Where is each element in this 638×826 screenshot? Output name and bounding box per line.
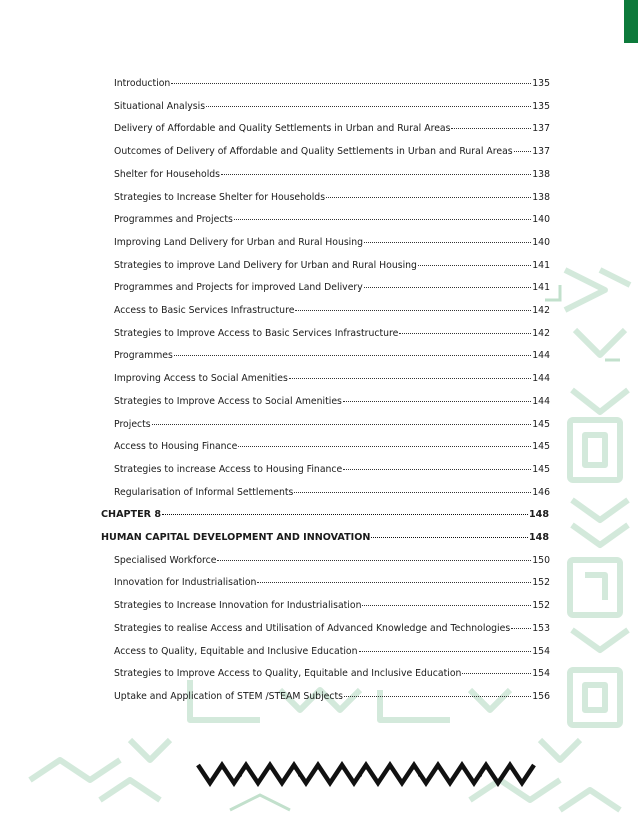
toc-entry-title: Strategies to improve Land Delivery for Urban and Rural Housing (114, 259, 417, 271)
toc-entry[interactable] (114, 123, 550, 135)
toc-chapter-entry[interactable] (101, 509, 549, 521)
toc-entry-title: Strategies to Increase Innovation for Industrialisation (114, 600, 362, 612)
toc-entry[interactable] (114, 419, 550, 431)
toc-entry[interactable] (114, 101, 550, 113)
toc-entry-page-number: 152 (532, 577, 550, 589)
toc-entry-title: Access to Housing Finance (114, 441, 238, 453)
toc-dot-leader (399, 333, 531, 334)
toc-entry[interactable] (114, 350, 550, 362)
toc-dot-leader (514, 151, 532, 152)
toc-entry[interactable] (114, 691, 550, 703)
toc-entry[interactable] (114, 214, 550, 226)
toc-dot-leader (206, 106, 531, 107)
toc-entry-page-number: 142 (532, 327, 550, 339)
toc-entry-title: Outcomes of Delivery of Affordable and Quality Settlements in Urban and Rural Areas (114, 146, 513, 158)
toc-dot-leader (217, 560, 531, 561)
toc-entry-title: Strategies to Increase Shelter for Households (114, 191, 326, 203)
toc-dot-leader (326, 197, 531, 198)
toc-entry-title: HUMAN CAPITAL DEVELOPMENT AND INNOVATION (101, 532, 371, 543)
toc-entry-page-number: 148 (528, 532, 549, 543)
toc-entry-page-number: 135 (532, 78, 550, 89)
toc-dot-leader (234, 219, 531, 220)
toc-entry-title: Strategies to increase Access to Housing Finance (114, 463, 343, 475)
toc-entry[interactable] (114, 623, 550, 635)
toc-entry[interactable] (114, 441, 550, 453)
toc-entry[interactable] (114, 646, 550, 658)
toc-entry[interactable] (114, 260, 550, 272)
toc-dot-leader (418, 265, 531, 266)
toc-entry-page-number: 154 (532, 668, 550, 680)
toc-entry-page-number: 140 (532, 236, 550, 248)
toc-entry-page-number: 141 (532, 282, 550, 294)
toc-entry-page-number: 156 (532, 690, 550, 702)
toc-entry[interactable] (114, 487, 550, 499)
toc-entry[interactable] (114, 464, 550, 476)
toc-entry-title: Delivery of Affordable and Quality Settlements in Urban and Rural Areas (114, 123, 451, 135)
toc-dot-leader (257, 582, 531, 583)
toc-entry-title: Strategies to Improve Access to Social Amenities (114, 395, 342, 407)
toc-dot-leader (364, 242, 531, 243)
toc-entry-page-number: 148 (528, 509, 549, 521)
toc-entry-title: Specialised Workforce (114, 554, 217, 566)
toc-entry-page-number: 138 (532, 168, 550, 180)
toc-entry-title: Regularisation of Informal Settlements (114, 486, 294, 498)
toc-dot-leader (451, 128, 531, 129)
toc-entry[interactable] (114, 396, 550, 408)
toc-entry-page-number: 144 (532, 350, 550, 362)
toc-entry[interactable] (114, 577, 550, 589)
toc-entry[interactable] (114, 555, 550, 567)
toc-entry[interactable] (114, 668, 550, 680)
toc-dot-leader (152, 424, 532, 425)
toc-entry[interactable] (114, 169, 550, 181)
toc-entry-title: Programmes and Projects for improved Land Delivery (114, 282, 363, 294)
toc-entry[interactable] (114, 192, 550, 204)
toc-entry-title: Projects (114, 418, 151, 430)
corner-tab (624, 0, 638, 43)
toc-entry-title: Programmes and Projects (114, 214, 233, 226)
toc-dot-leader (359, 651, 532, 652)
toc-entry-title: Strategies to Improve Access to Quality, Equitable and Inclusive Education (114, 668, 462, 680)
toc-entry-title: Improving Access to Social Amenities (114, 373, 288, 385)
toc-entry-title: Strategies to realise Access and Utilisation of Advanced Knowledge and Technologies (114, 622, 511, 634)
toc-entry[interactable] (114, 328, 550, 340)
toc-dot-leader (343, 469, 531, 470)
toc-entry-page-number: 140 (532, 214, 550, 226)
toc-entry-page-number: 150 (532, 554, 550, 566)
toc-entry-title: Innovation for Industrialisation (114, 577, 257, 589)
toc-entry-title: Uptake and Application of STEM /STEAM Subjects (114, 690, 343, 702)
toc-dot-leader (462, 673, 531, 674)
toc-dot-leader (221, 174, 531, 175)
toc-entry-page-number: 154 (532, 645, 550, 657)
toc-entry-title: Improving Land Delivery for Urban and Rural Housing (114, 236, 364, 248)
toc-entry-page-number: 152 (532, 600, 550, 612)
toc-dot-leader (174, 355, 531, 356)
toc-entry-page-number: 137 (532, 123, 550, 135)
toc-entry-title: Programmes (114, 350, 173, 362)
toc-entry-page-number: 145 (532, 441, 550, 453)
toc-dot-leader (371, 537, 528, 538)
toc-dot-leader (364, 287, 532, 288)
toc-entry-page-number: 142 (532, 305, 550, 316)
toc-entry-title: Shelter for Households (114, 168, 221, 180)
toc-dot-leader (344, 696, 531, 697)
toc-entry[interactable] (114, 600, 550, 612)
toc-entry[interactable] (114, 282, 550, 294)
toc-entry-page-number: 138 (532, 191, 550, 203)
toc-dot-leader (343, 401, 531, 402)
toc-entry-title: Strategies to Improve Access to Basic Services Infrastructure (114, 327, 399, 339)
toc-entry-title: Introduction (114, 78, 171, 89)
toc-dot-leader (162, 514, 528, 515)
toc-dot-leader (238, 446, 531, 447)
toc-entry[interactable] (114, 237, 550, 249)
toc-entry-page-number: 144 (532, 395, 550, 407)
toc-entry[interactable] (114, 373, 550, 385)
toc-entry[interactable] (114, 146, 550, 158)
toc-entry-page-number: 145 (532, 418, 550, 430)
toc-entry-title: Situational Analysis (114, 100, 206, 112)
toc-entry-page-number: 137 (532, 146, 550, 158)
toc-entry[interactable] (114, 78, 550, 90)
zigzag-ornament (196, 761, 542, 787)
toc-chapter-entry[interactable] (101, 532, 549, 544)
toc-dot-leader (171, 83, 531, 84)
toc-entry-page-number: 144 (532, 373, 550, 385)
toc-entry-page-number: 146 (532, 486, 550, 498)
toc-entry-page-number: 135 (532, 100, 550, 112)
toc-entry-title: Access to Quality, Equitable and Inclusive Education (114, 645, 358, 657)
toc-dot-leader (294, 492, 531, 493)
toc-dot-leader (511, 628, 531, 629)
toc-entry-page-number: 141 (532, 259, 550, 271)
toc-entry-title: Access to Basic Services Infrastructure (114, 305, 295, 316)
toc-dot-leader (362, 605, 531, 606)
toc-entry-page-number: 153 (532, 622, 550, 634)
toc-dot-leader (295, 310, 531, 311)
toc-entry-page-number: 145 (532, 463, 550, 475)
toc-dot-leader (289, 378, 531, 379)
toc-entry[interactable] (114, 305, 550, 317)
toc-entry-title: CHAPTER 8 (101, 509, 162, 521)
